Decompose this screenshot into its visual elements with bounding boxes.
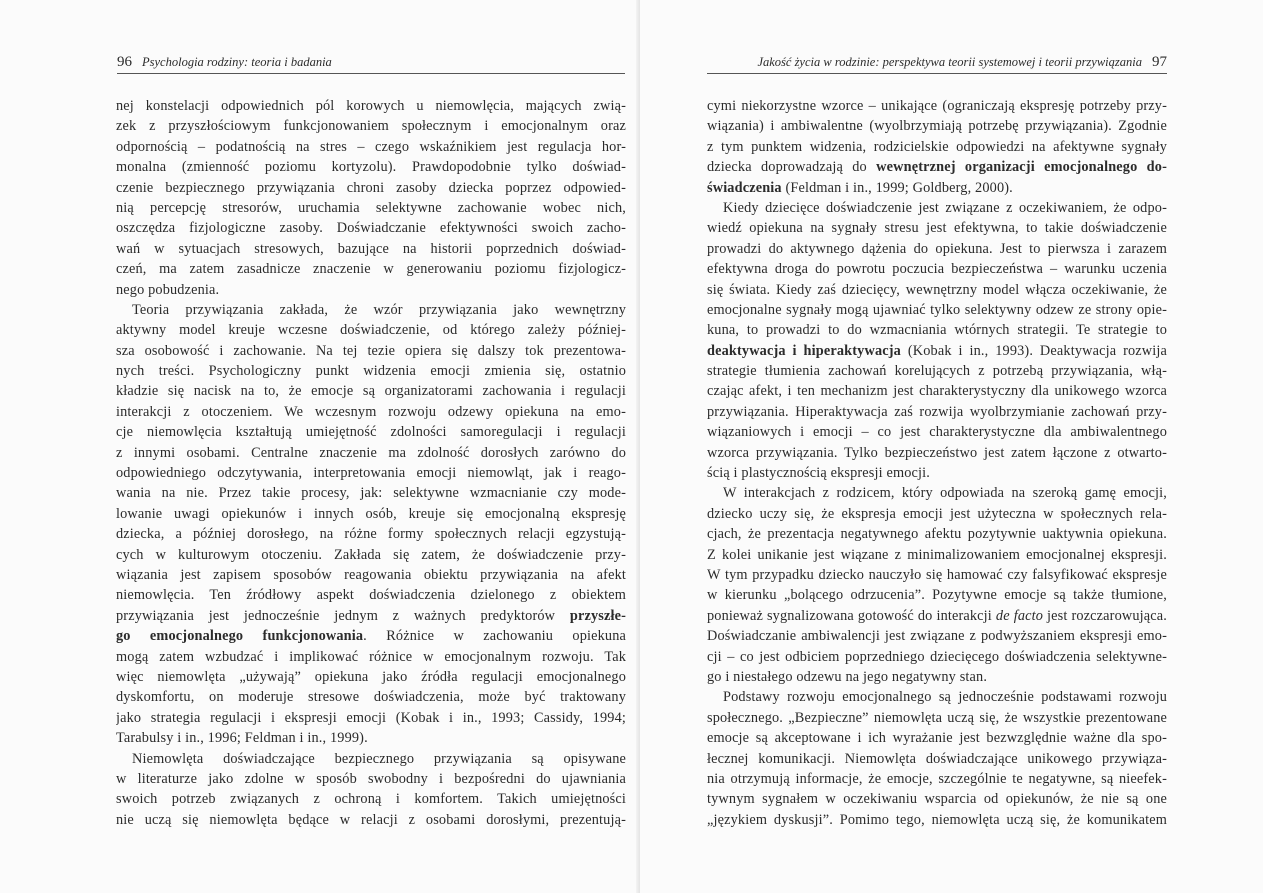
left-page-number: 96	[117, 54, 132, 70]
text-line: Niemowlęta doświadczające bezpiecznego przywiązania są opisywane	[132, 750, 626, 767]
text-line: swoich potrzeb związanych z ochroną i komfortem. Takich umiejętności	[116, 791, 626, 808]
text-line: deaktywacja i hiperaktywacja (Kobak i in., 1993). Deaktywacja rozwija	[707, 342, 1167, 359]
text-line: nego pobudzenia.	[116, 281, 220, 298]
text-line: czenie bezpiecznego przywiązania chroni zasoby dziecka poprzez odpowied-	[116, 179, 626, 196]
text-line: sza osobowość i zachowanie. Na tej tezie opiera się dalszy tok prezentowa-	[116, 342, 626, 359]
text-line: Teoria przywiązania zakłada, że wzór przywiązania jako wewnętrzny	[132, 301, 626, 318]
text-line: go i niestałego odzewu na jego negatywny stan.	[707, 668, 988, 685]
text-line: monalna (zmienność poziomu kortyzolu). Prawdopodobnie tylko doświad-	[116, 159, 626, 176]
text-line: nych treści. Psychologiczny punkt widzenia emocji zmienia się, ostatnio	[116, 363, 626, 380]
text-line: nie uczą się niemowlęta będące w relacji z osobami dorosłymi, prezentują-	[116, 811, 626, 828]
text-line: Doświadczanie ambiwalencji jest związane z podwyższaniem ekspresji emo-	[707, 628, 1167, 645]
text-line: kuna, to prowadzi to do wzmacniania wtórnych strategii. Te strategie to	[707, 322, 1167, 339]
text-line: wiedź opiekuna na sygnały stresu jest efektywna, to takie doświadczenie	[707, 220, 1167, 237]
text-line: kładzie się nacisk na to, że emocje są organizatorami zachowania i regulacji	[116, 383, 626, 400]
text-line: łecznej komunikacji. Niemowlęta doświadczające unikowego przywiąza-	[707, 750, 1167, 767]
text-line: społecznego. „Bezpieczne” niemowlęta uczą się, że wszystkie prezentowane	[707, 709, 1167, 726]
text-line: interakcji z otoczeniem. We wczesnym rozwoju odzewy opiekuna na emo-	[116, 403, 626, 420]
text-line: cje niemowlęcia kształtują umiejętność zdolności samoregulacji i regulacji	[116, 424, 626, 441]
text-line: ponieważ sygnalizowana gotowość do interakcji de facto jest rozczarowująca.	[707, 607, 1167, 624]
text-line: się świata. Kiedy zaś dziecięcy, wewnętrzny model włącza oczekiwanie, że	[707, 281, 1167, 298]
right-page	[640, 0, 1263, 893]
text-line: „językiem dyskusji”. Pomimo tego, niemowlęta uczą się, że komunikatem	[707, 811, 1167, 828]
text-line: W tym przypadku dziecko nauczyło się hamować czy falsyfikować ekspresje	[707, 566, 1167, 583]
text-line: z tym punktem widzenia, rodzicielskie odpowiedzi na afektywne sygnały	[707, 138, 1167, 155]
text-line: wiązania jest zapisem sposobów reagowania obiektu przywiązania na afekt	[116, 566, 626, 583]
text-line: strategie tłumienia zachowań korelujących z potrzebą przywiązania, włą-	[707, 363, 1167, 380]
text-line: wzorca przywiązania. Tylko bezpieczeństwo jest zatem łączone z otwarto-	[707, 444, 1167, 461]
text-line: cymi niekorzystne wzorce – unikające (ograniczają ekspresję potrzeby przy-	[707, 98, 1167, 114]
text-line: dziecka, a później dorosłego, na różne formy społecznych relacji egzystują-	[116, 526, 626, 543]
text-line: cych w kulturowym otoczeniu. Zakłada się zatem, że doświadczenie przy-	[116, 546, 626, 563]
text-line: nią percepcję stresorów, uruchamia selektywne zachowanie wobec nich,	[116, 199, 626, 216]
text-line: z innymi osobami. Centralne znaczenie ma zdolność dorosłych zarówno do	[116, 444, 626, 461]
text-line: emocje są akceptowane i ich wyrażanie jest bezwzględnie ważne dla spo-	[707, 730, 1167, 747]
text-line: aktywny model kreuje wczesne doświadczenie, od którego zależy później-	[116, 322, 626, 339]
right-body-text	[707, 96, 1167, 830]
text-line: w literaturze jako zdolne w sposób swobodny i bezpośredni do ujawniania	[116, 770, 626, 787]
text-line: go emocjonalnego funkcjonowania. Różnice w zachowaniu opiekuna	[116, 628, 626, 645]
text-line: jako strategia regulacji i ekspresji emocji (Kobak i in., 1993; Cassidy, 1994;	[116, 709, 626, 726]
text-line: cji – co jest odbiciem poprzedniego dziecięcego doświadczenia selektywne-	[707, 648, 1167, 665]
text-line: prowadzi do aktywnego dążenia do opiekuna. Jest to pierwsza i zarazem	[707, 240, 1167, 257]
text-line: odpowiedniego odczytywania, interpretowania emocji niemowląt, jak i reago-	[116, 465, 626, 482]
left-body-text	[116, 96, 626, 830]
left-running-head	[117, 52, 625, 74]
text-line: wiązaniowych i emocji – co jest charakterystyczne dla ambiwalentnego	[707, 424, 1167, 441]
text-line: przywiązania jest jednocześnie jednym z ważnych predyktorów przyszłe-	[116, 607, 626, 624]
text-line: wiązania) i ambiwalentne (wyolbrzymiają potrzebę przywiązania). Zgodnie	[707, 118, 1167, 135]
text-line: niemowlęcia. Ten źródłowy aspekt doświadczenia dzielonego z obiektem	[116, 587, 626, 604]
text-line: wań w sytuacjach stresowych, bazujące na historii poprzednich doświad-	[116, 240, 626, 257]
text-line: emocjonalne sygnały mogą ujawniać tylko selektywny odzew ze strony opie-	[707, 301, 1167, 318]
text-line: cjach, że prezentacja negatywnego afektu pozytywnie uaktywnia opiekuna.	[707, 526, 1167, 543]
text-line: mogą zatem wzbudzać i implikować różnice w emocjonalnym rozwoju. Tak	[116, 648, 626, 665]
text-line: przywiązania. Hiperaktywacja zaś rozwija wyolbrzymianie zachowań przy-	[707, 403, 1167, 420]
left-running-title: Psychologia rodziny: teoria i badania	[142, 55, 332, 69]
right-running-head	[707, 52, 1167, 74]
text-line: czając afekt, i ten mechanizm jest charakterystyczny dla unikowego wzorca	[707, 383, 1167, 400]
text-line: nej konstelacji odpowiednich pól korowych u niemowlęcia, mających zwią-	[116, 98, 626, 114]
text-line: dziecko uczy się, że ekspresja emocji jest użyteczna w społecznych rela-	[707, 505, 1167, 522]
text-line: wania na nie. Przez takie procesy, jak: selektywne wzmacnianie czy mode-	[116, 485, 626, 502]
text-line: tywnym sygnałem w oczekiwaniu wsparcia od opiekunów, że nie są one	[707, 791, 1167, 808]
text-line: dziecka doprowadzają do wewnętrznej organizacji emocjonalnego do-	[707, 159, 1167, 176]
text-line: dyskomfortu, on moderuje stresowe doświadczenia, może być traktowany	[116, 689, 626, 706]
text-line: zek z przyszłościowym funkcjonowaniem społecznym i emocjonalnym oraz	[116, 118, 626, 135]
text-line: nia otrzymują informacje, że emocje, szczególnie te negatywne, są nieefek-	[707, 770, 1167, 787]
right-running-title: Jakość życia w rodzinie: perspektywa teorii systemowej i teorii przywiązania	[757, 55, 1142, 69]
text-line: Tarabulsy i in., 1996; Feldman i in., 1999).	[116, 730, 368, 747]
text-line: oszczędza fizjologiczne zasoby. Doświadczanie efektywności swoich zacho-	[116, 220, 626, 237]
text-line: efektywna droga do powrotu poczucia bezpieczeństwa – warunku uczenia	[707, 261, 1167, 278]
text-line: ścią i plastycznością ekspresji emocji.	[707, 465, 931, 482]
text-line: Z kolei unikanie jest wiązane z minimalizowaniem emocjonalnej ekspresji.	[707, 546, 1167, 563]
text-line: lowanie uwagi opiekunów i innych osób, kreuje się emocjonalną ekspresję	[116, 505, 626, 522]
text-line: odpornością – podatnością na stres – czego wskaźnikiem jest regulacja hor-	[116, 138, 626, 155]
text-line: Kiedy dziecięce doświadczenie jest związane z oczekiwaniem, że odpo-	[723, 199, 1167, 216]
text-line: świadczenia (Feldman i in., 1999; Goldberg, 2000).	[707, 179, 1013, 196]
text-line: czeń, ma zatem zasadnicze znaczenie w generowaniu poziomu fizjologicz-	[116, 261, 626, 278]
text-line: więc niemowlęta „używają” opiekuna jako źródła regulacji emocjonalnego	[116, 668, 626, 685]
right-page-number: 97	[1152, 54, 1167, 70]
text-line: W interakcjach z rodzicem, który odpowiada na szeroką gamę emocji,	[723, 485, 1167, 502]
text-line: w kierunku „bolącego odrzucenia”. Pozytywne emocje są także tłumione,	[707, 587, 1167, 604]
text-line: Podstawy rozwoju emocjonalnego są jednocześnie podstawami rozwoju	[723, 689, 1167, 706]
